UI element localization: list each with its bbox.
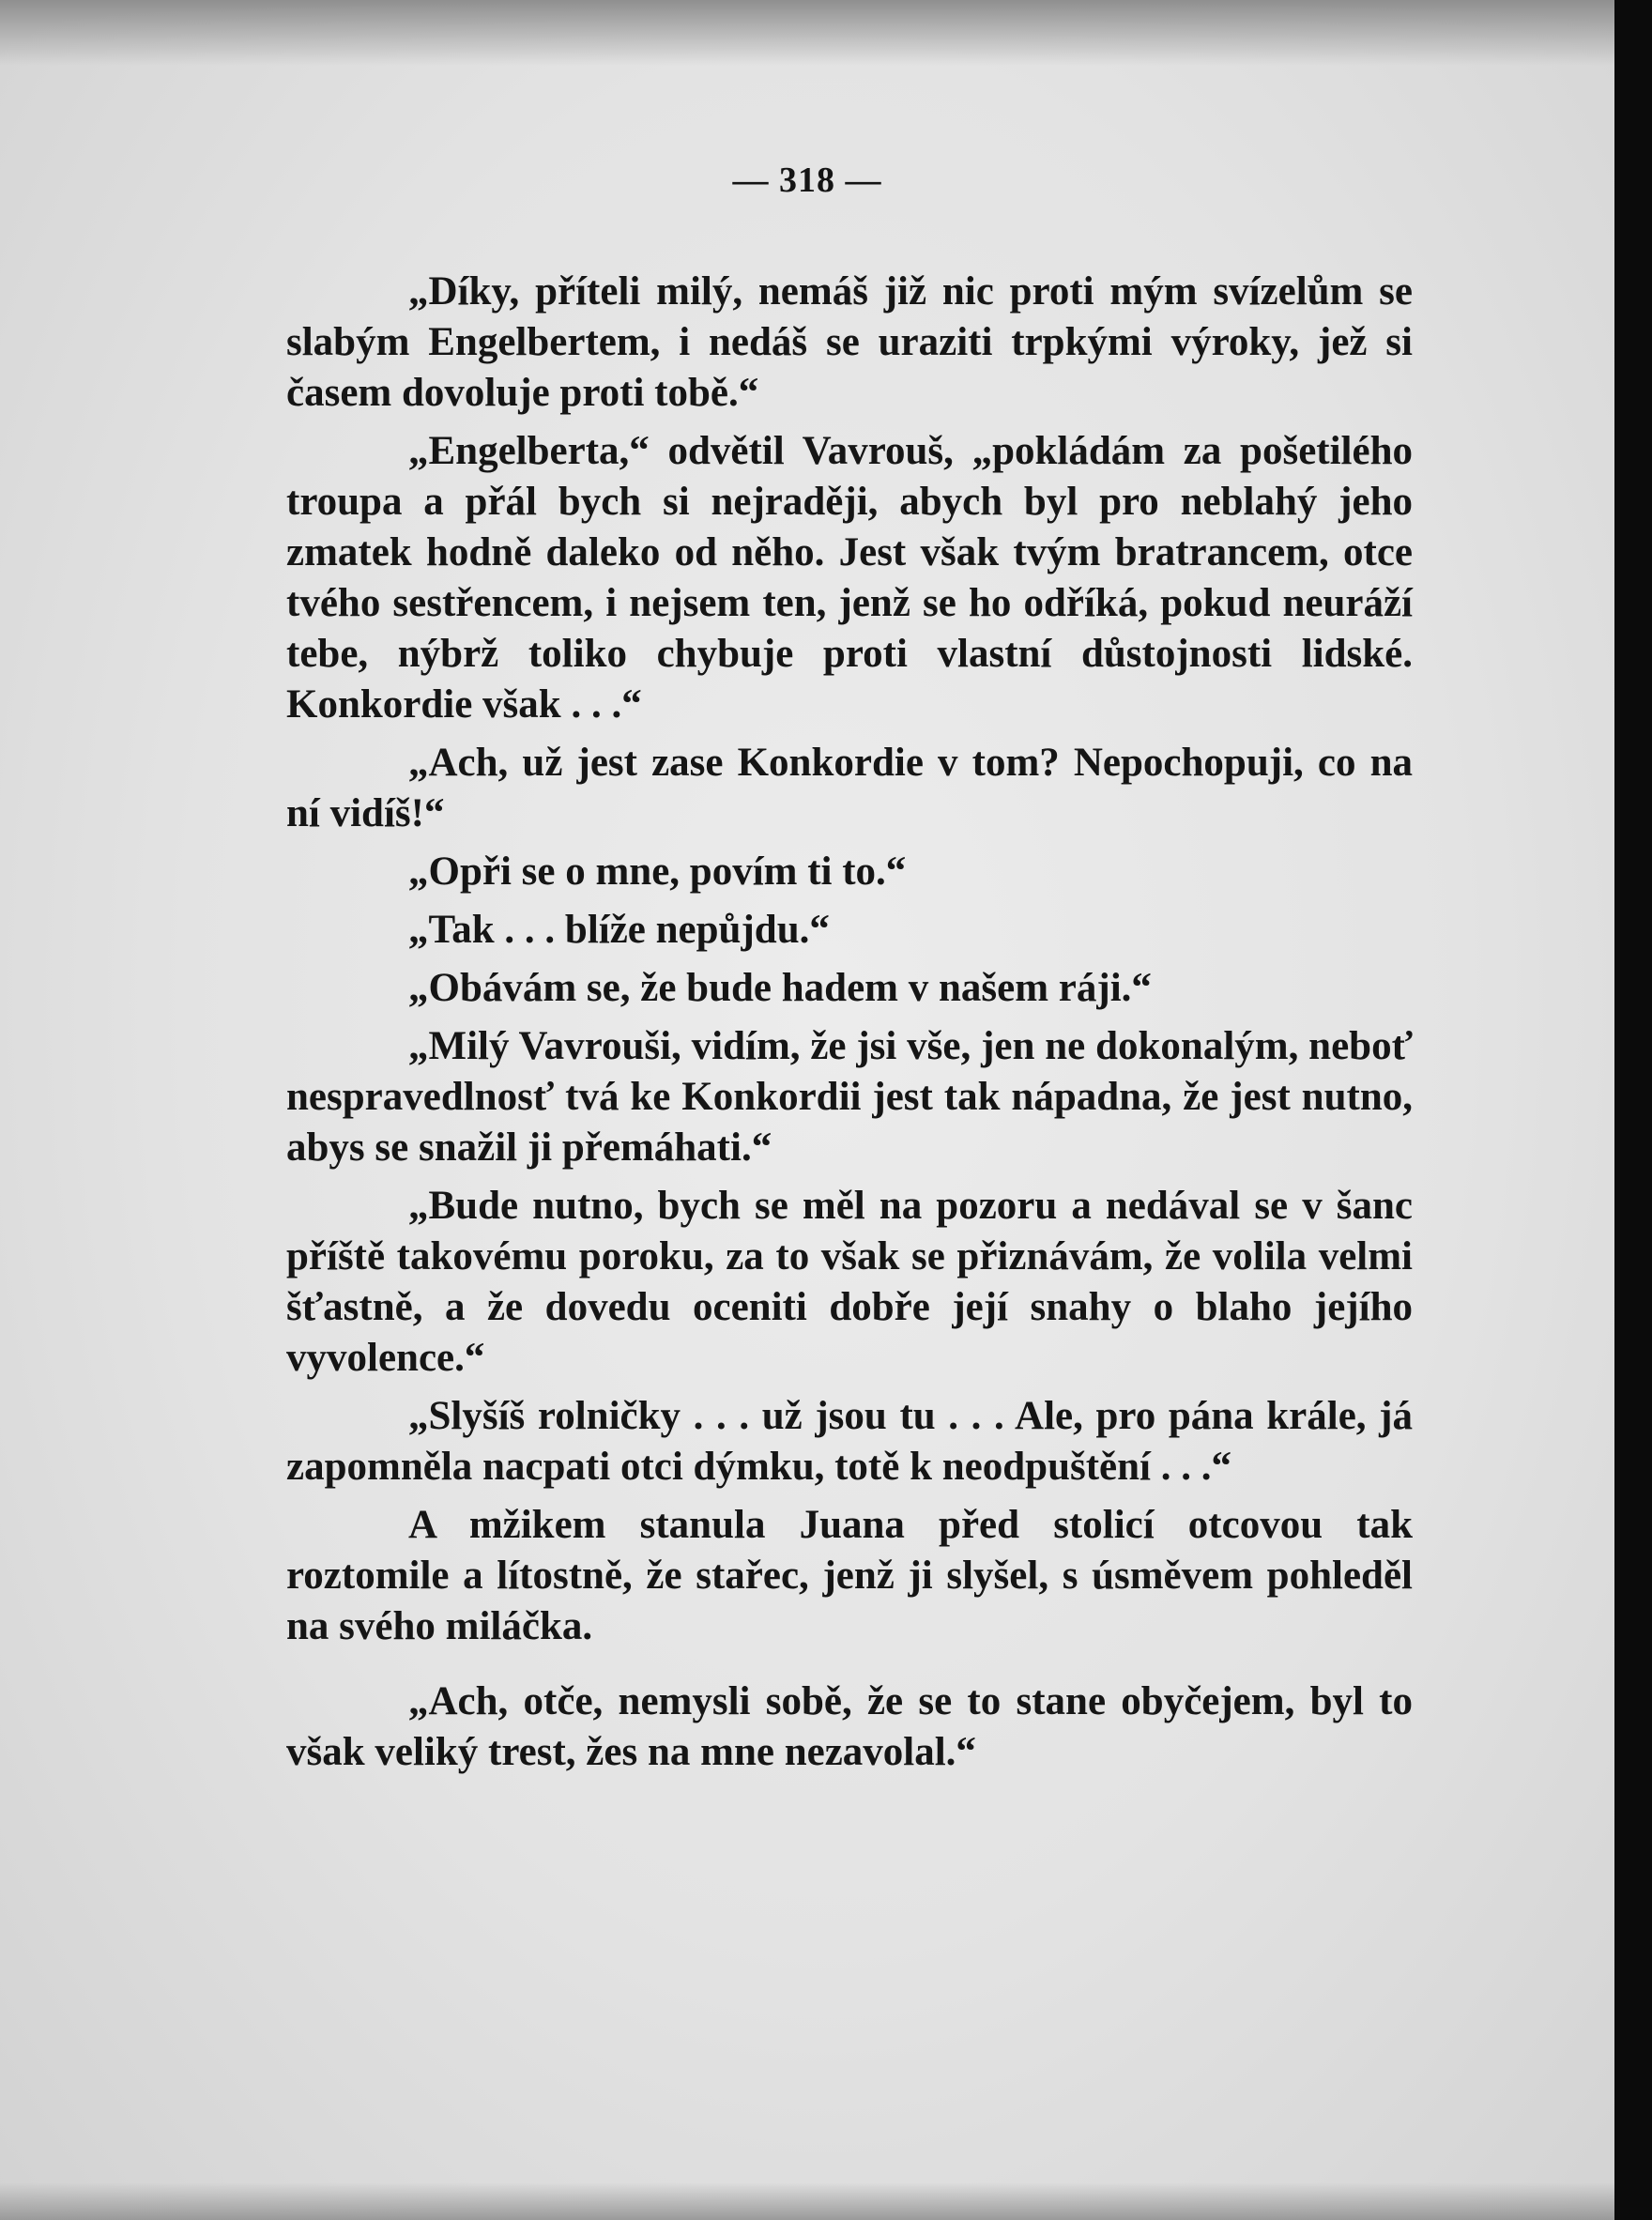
paragraph: „Opři se o mne, povím ti to.“ (408, 850, 907, 894)
paragraph: „Engelberta,“ odvětil Vavrouš, „pokládám za pošetilého troupa a přál bych si nejraději, abych byl pro neblahý jeho zmatek hodně daleko od něho. Jest však tvým bratrancem, otce tvého sestřencem, i nejsem ten, jenž se ho odříká, pokud neuráží tebe, nýbrž toliko chybuje proti vlastní důstojnosti lidské. Konkordie však . . .“ (286, 429, 1413, 727)
page-number: — 318 — (732, 161, 882, 200)
page-body-text (286, 267, 1413, 1785)
scan-page-edge (1614, 0, 1652, 2220)
paragraph: „Bude nutno, bych se měl na pozoru a nedával se v šanc příště takovému poroku, za to však se přiznávám, že volila velmi šťastně, a že dovedu oceniti dobře její snahy o blaho jejího vyvolence.“ (286, 1184, 1413, 1380)
paragraph: A mžikem stanula Juana před stolicí otcovou tak roztomile a lítostně, že stařec, jenž ji slyšel, s úsměvem pohleděl na svého miláčka. (286, 1503, 1413, 1648)
paragraph: „Tak . . . blíže nepůjdu.“ (408, 908, 830, 952)
paragraph: „Ach, už jest zase Konkordie v tom? Nepochopuji, co na ní vidíš!“ (286, 741, 1413, 835)
scan-bottom-shadow (0, 2182, 1614, 2220)
paragraph: „Milý Vavrouši, vidím, že jsi vše, jen ne dokonalým, neboť nespravedlnosť tvá ke Konkordii jest tak nápadna, že jest nutno, abys se snažil ji přemáhati.“ (286, 1024, 1413, 1170)
paragraph: „Díky, příteli milý, nemáš již nic proti mým svízelům se slabým Engelbertem, i nedáš se uraziti trpkými výroky, jež si časem dovoluje proti tobě.“ (286, 269, 1413, 415)
paragraph: „Ach, otče, nemysli sobě, že se to stane obyčejem, byl to však veliký trest, žes na mne nezavolal.“ (286, 1679, 1413, 1774)
paragraph: „Slyšíš rolničky . . . už jsou tu . . . Ale, pro pána krále, já zapomněla nacpati otci dýmku, totě k neodpuštění . . .“ (286, 1394, 1413, 1489)
scan-top-shadow (0, 0, 1614, 66)
paragraph: „Obávám se, že bude hadem v našem ráji.“ (408, 966, 1152, 1010)
